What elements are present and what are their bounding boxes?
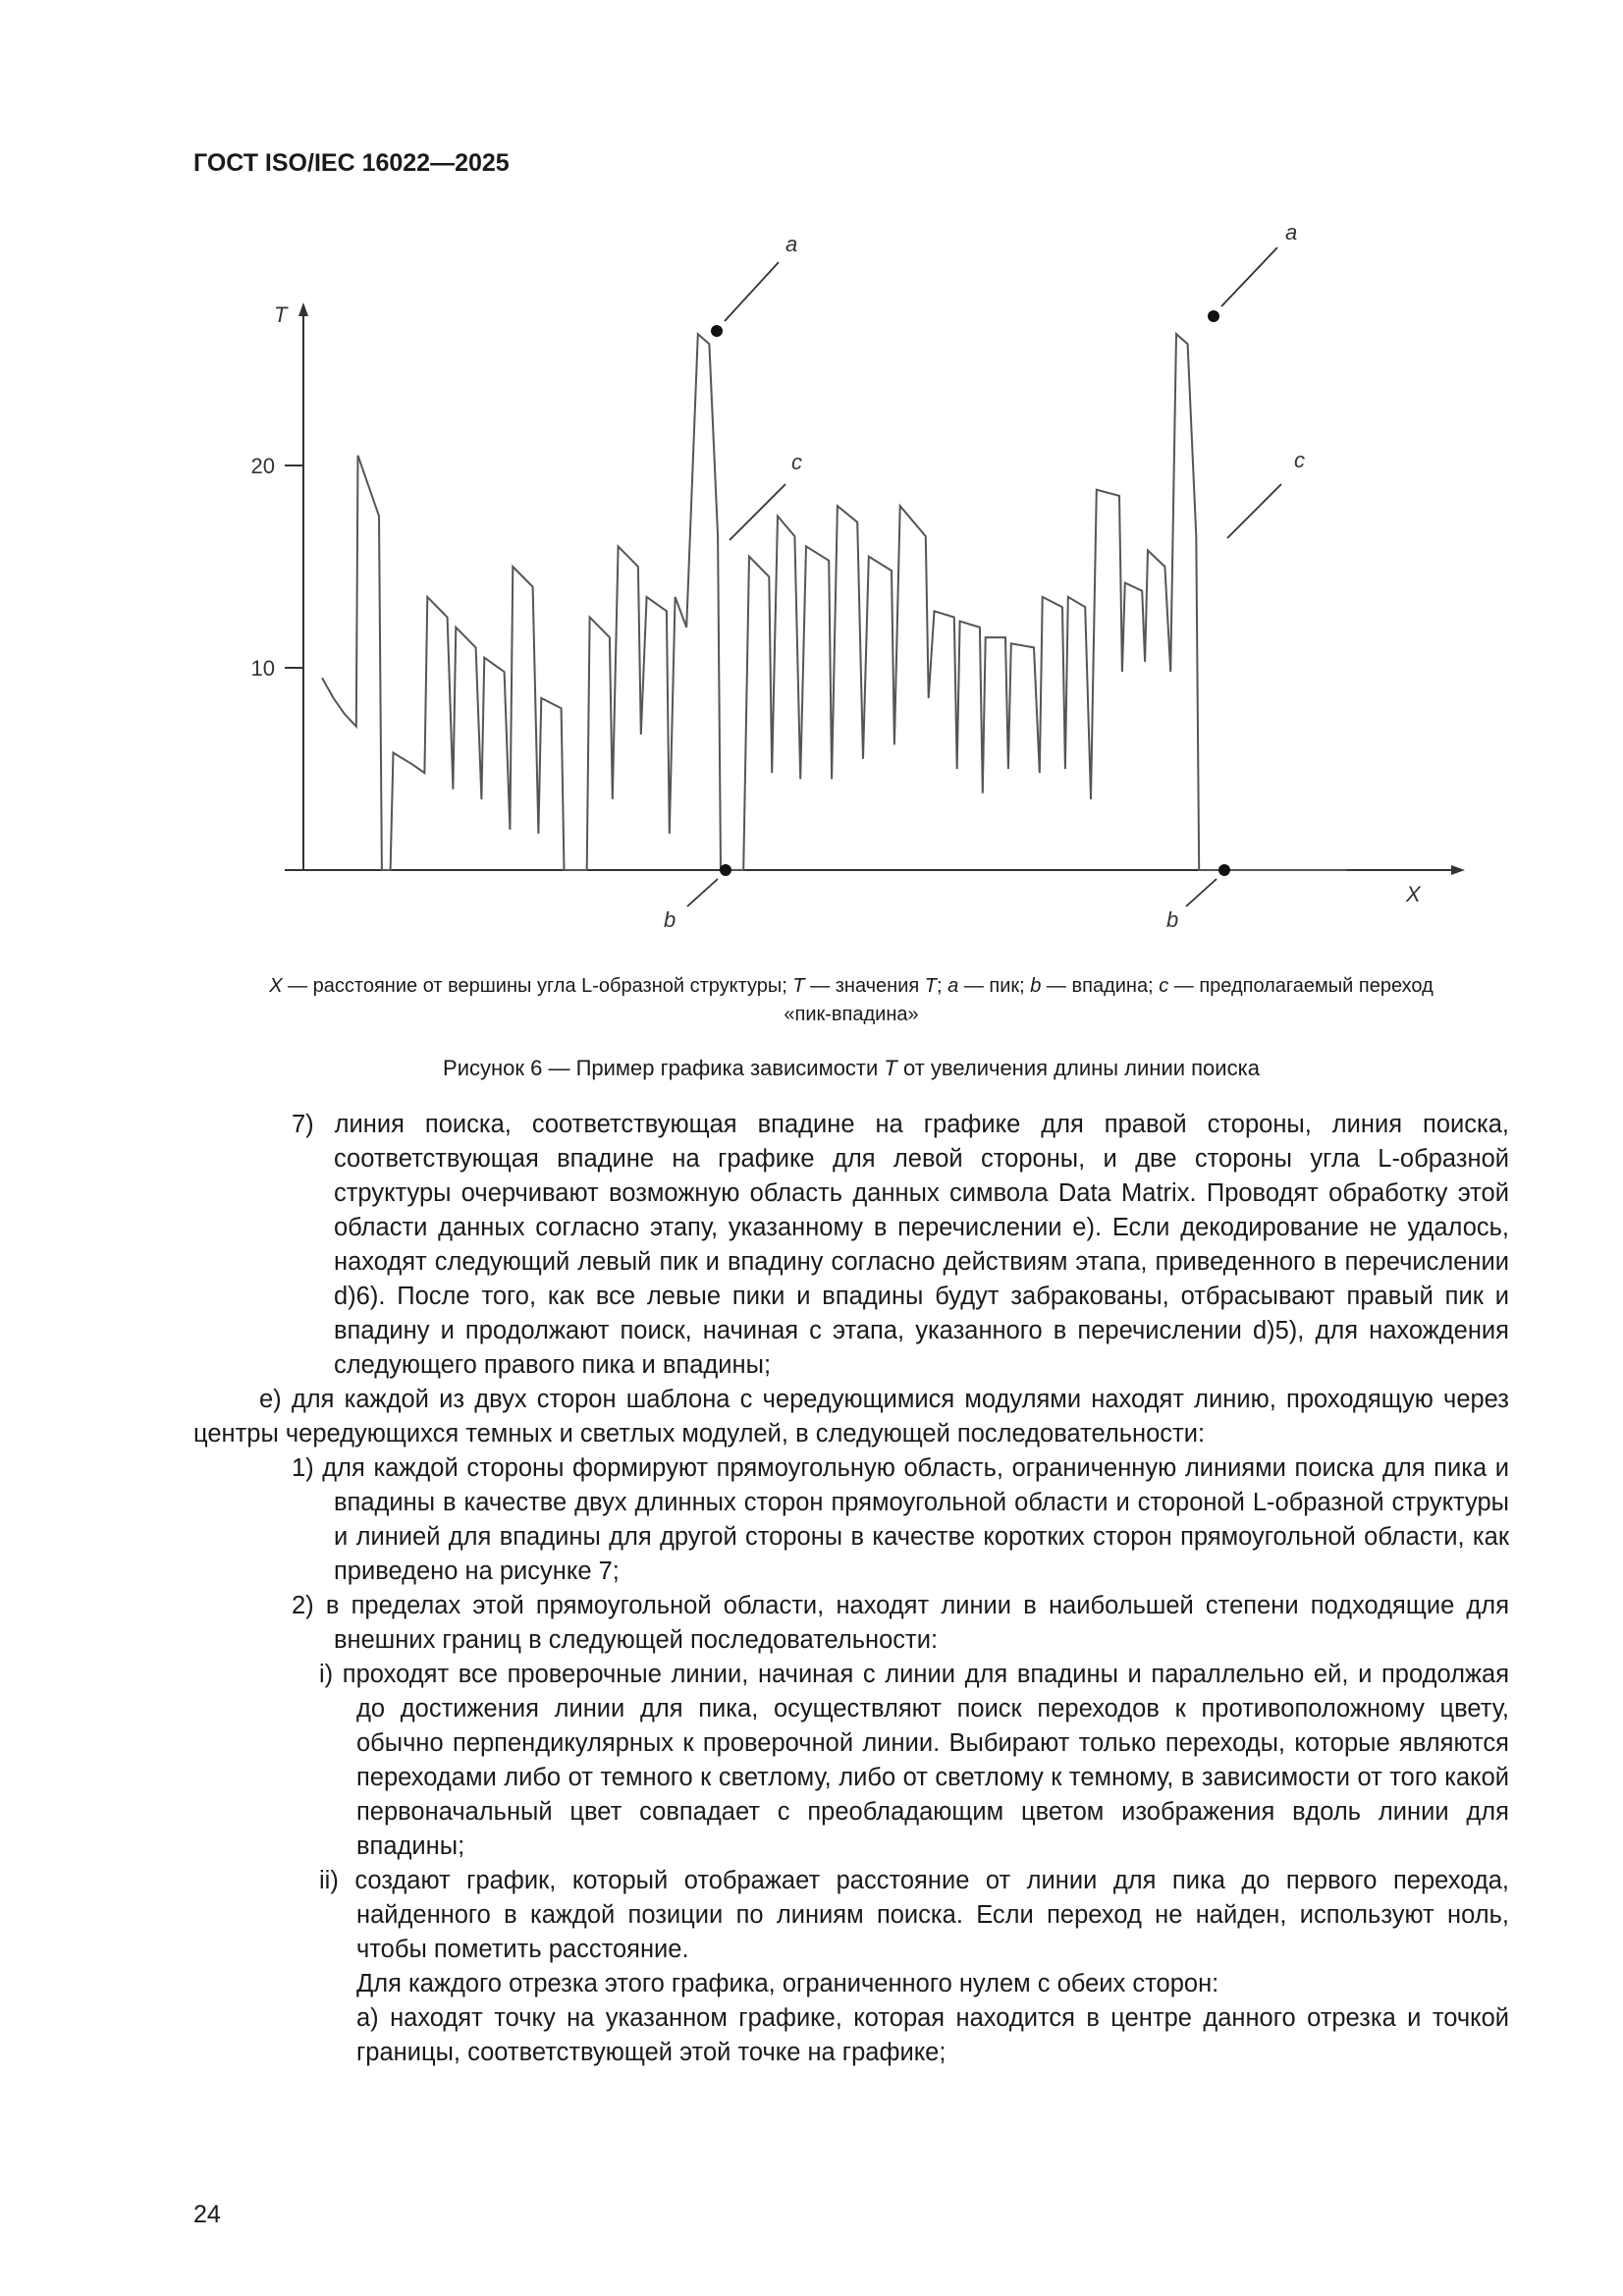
annotation-right-a bbox=[1208, 220, 1297, 322]
paragraph: 2) в пределах этой прямоугольной области, находят линии в наибольшей степени подходящие для внешних границ в следующей последовательности: bbox=[292, 1592, 1509, 1654]
transition-label: c bbox=[1294, 448, 1305, 472]
annotation-left-a bbox=[711, 232, 797, 337]
paragraph: Для каждого отрезка этого графика, ограниченного нулем с обеих сторон: bbox=[356, 1970, 1219, 1997]
annotation-left-b bbox=[664, 864, 731, 932]
peak-marker bbox=[711, 325, 723, 337]
document-header: ГОСТ ISO/IEC 16022—2025 bbox=[193, 149, 510, 177]
valley-marker bbox=[720, 864, 731, 876]
annotation-right-b bbox=[1166, 864, 1230, 932]
figure-legend: X — расстояние от вершины угла L-образной структуры; T — значения T; a — пик; b — впадина; c — предполагаемый переход «пик-впадина» bbox=[269, 975, 1434, 1025]
peak-label: a bbox=[785, 232, 798, 256]
page-number: 24 bbox=[193, 2201, 221, 2228]
annotation-right-c bbox=[1227, 448, 1305, 538]
y-axis-arrow bbox=[298, 302, 308, 316]
x-axis-label: X bbox=[1406, 882, 1421, 906]
valley-label: b bbox=[664, 907, 676, 932]
series-line bbox=[322, 334, 1347, 870]
paragraph: е) для каждой из двух сторон шаблона с чередующимися модулями находят линию, проходящую через центры чередующихся темных и светлых модулей, в следующей последовательности: bbox=[193, 1386, 1509, 1448]
body-text bbox=[193, 1108, 1509, 2070]
annotation-left-c bbox=[730, 450, 802, 540]
paragraph: ii) создают график, который отображает расстояние от линии для пика до первого перехода, найденного в каждой позиции по линиям поиска. Если переход не найден, используют ноль, чтобы пометить расстояние. bbox=[319, 1867, 1509, 1963]
y-tick-label: 10 bbox=[250, 656, 275, 681]
transition-label: c bbox=[791, 450, 802, 474]
valley-label: b bbox=[1166, 907, 1179, 932]
paragraph: а) находят точку на указанном графике, которая находится в центре данного отрезка и точкой границы, соответствующей этой точке на графике; bbox=[356, 2004, 1509, 2066]
paragraph: i) проходят все проверочные линии, начиная с линии для впадины и параллельно ей, и продолжая до достижения линии для пика, осуществляют поиск переходов к противоположному цвету, обычно перпендикулярных к проверочной линии. Выбирают только переходы, которые являются переходами либо от темного к светлому, либо от светлому к темному, в зависимости от того какой первоначальный цвет совпадает с преобладающим цветом изображения вдоль линии для впадины; bbox=[319, 1661, 1509, 1860]
y-tick-label: 20 bbox=[250, 454, 275, 478]
peak-label: a bbox=[1285, 220, 1298, 245]
figure-caption: Рисунок 6 — Пример графика зависимости T от увеличения длины линии поиска bbox=[443, 1056, 1260, 1080]
t-distance-chart bbox=[0, 0, 1623, 962]
paragraph: 1) для каждой стороны формируют прямоугольную область, ограниченную линиями поиска для пика и впадины в качестве двух длинных сторон прямоугольной области и стороной L-образной структуры и линией для впадины для другой стороны в качестве коротких сторон прямоугольной области, как приведено на рисунке 7; bbox=[292, 1454, 1509, 1585]
paragraph: 7) линия поиска, соответствующая впадине на графике для правой стороны, линия поиска, соответствующая впадине на графике для левой стороны, и две стороны угла L-образной структуры очерчивают возможную область данных символа Data Matrix. Проводят обработку этой области данных согласно этапу, указанному в перечислении е). Если декодирование не удалось, находят следующий левый пик и впадину согласно действиям этапа, приведенного в перечислении d)6). После того, как все левые пики и впадины будут забракованы, отбрасывают правый пик и впадину и продолжают поиск, начиная с этапа, указанного в перечислении d)5), для нахождения следующего правого пика и впадины; bbox=[292, 1111, 1509, 1379]
valley-marker bbox=[1218, 864, 1230, 876]
peak-marker bbox=[1208, 310, 1219, 322]
x-axis-arrow bbox=[1451, 865, 1465, 875]
y-axis-label: T bbox=[274, 302, 288, 327]
